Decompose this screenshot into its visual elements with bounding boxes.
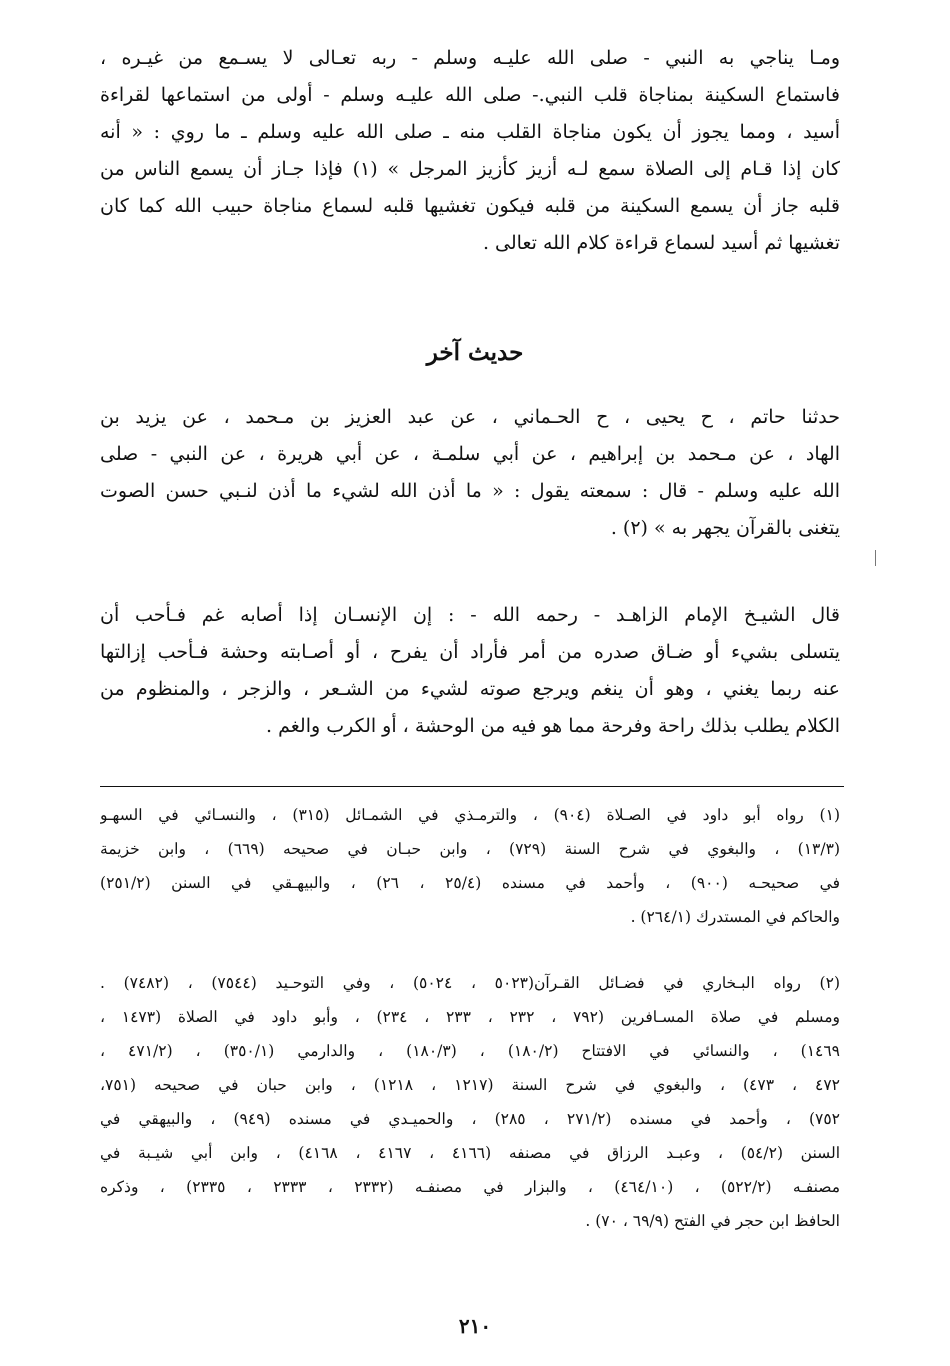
text-line: الكلام يطلب بذلك راحة وفرحة مما هو فيه من الوحشة ، أو الكرب والغم . — [266, 715, 840, 737]
footnote-line: الحافظ ابن حجر في الفتح (٦٩/٩ ، ٧٠) . — [585, 1212, 840, 1230]
footnote-line: (١٣/٣) ، والبغوي في شرح السنة (٧٢٩) ، وابن حبـان في صحيحه (٦٦٩) ، وابن خزيمة — [100, 840, 840, 858]
text-line: الهاد ، عن مـحمد بن إبراهيم ، عن أبي سلمـة ، عن أبي هريرة ، عن النبي - صلى — [100, 443, 840, 465]
text-line: أسيد ، ومما يجوز أن يكون مناجاة القلب منه ـ صلى الله عليه وسلم ـ ما روي : « أنه — [100, 121, 840, 143]
paragraph-2 — [100, 399, 840, 547]
text-line: عنه ربما يغني ، وهو أن ينغم ويرجع صوته لشيء من الشـعر ، والزجر ، والمنظوم من — [100, 678, 840, 700]
footnote-line: السنن (٥٤/٢) ، وعبـد الرزاق في مصنفه (٤١٦٦ ، ٤١٦٧ ، ٤١٦٨) ، وابن أبي شيـبة في — [100, 1144, 840, 1162]
text-line: قلبه جاز أن يسمع السكينة من قلبه فيكون تغشيها قلبه لسماع مناجاة حبيب الله كما كان — [100, 195, 840, 217]
paragraph-3 — [100, 597, 840, 745]
text-line: يتغنى بالقرآن يجهر به » (٢) . — [610, 517, 840, 539]
text-line: تغشيها ثم أسيد لسماع قراءة كلام الله تعالى . — [482, 232, 840, 254]
footnote-2 — [100, 966, 840, 1238]
paragraph-1 — [100, 40, 840, 262]
footnote-line: ١٤٦٩) ، والنسائي في الافتتاح (١٨٠/٢) ، (١٨٠/٣) ، والدارمي (٣٥٠/١) ، (٤٧١/٢ ، — [100, 1042, 840, 1060]
text-line: قال الشيـخ الإمام الزاهـد - رحمه الله - : إن الإنسـان إذا أصابه غم فـأحب أن — [100, 604, 840, 626]
margin-mark — [875, 550, 876, 566]
text-line: كان إذا قـام إلى الصلاة سمع لـه أزيز كأزيز المرجل » (١) فإذا جـاز أن يسمع الناس من — [100, 158, 840, 180]
section-heading: حديث آخر — [426, 339, 524, 366]
footnote-line: (٢) رواه البـخاري في فضـائل القـرآن(٥٠٢٣ ، ٥٠٢٤) ، وفي التوحـيد (٧٥٤٤) ، (٧٤٨٢) . — [100, 974, 840, 992]
footnote-line: ٧٥٢) ، وأحمد في مسنده (٢٧١/٢ ، ٢٨٥) ، والحميـدي في مسنده (٩٤٩) ، والبيهقي في — [100, 1110, 840, 1128]
text-line: يتسلى بشيء أو ضـاق صدره من أمر فأراد أن يفرح ، أو أصـابته وحشة فـأحب إزالتها — [100, 641, 840, 663]
footnote-divider — [100, 786, 844, 787]
footnote-1 — [100, 798, 840, 934]
footnote-line: مصنفـه (٥٢٢/٢) ، (٤٦٤/١٠) ، والبزار في مصنفـه (٢٣٣٢ ، ٢٣٣٣ ، ٢٣٣٥) ، وذكره — [100, 1178, 840, 1196]
text-line: ومـا يناجي به النبي - صلى الله عليـه وسلم - ربه تعـالى لا يسـمع من غيـره ، — [100, 47, 840, 69]
footnote-line: والحاكم في المستدرك (٢٦٤/١) . — [630, 908, 840, 926]
footnote-line: ومسلم في صلاة المسـافرين (٧٩٢ ، ٢٣٢ ، ٢٣٣ ، ٢٣٤) ، وأبو داود في الصلاة (١٤٧٣ ، — [100, 1008, 840, 1026]
text-line: حدثنا حاتم ، ح يحيى ، ح الحـماني ، عن عبد العزيز بن مـحمد ، عن يزيد بن — [100, 406, 840, 428]
text-line: فاستماع السكينة بمناجاة قلب النبي.- صلى الله عليـه وسلم - أولى من استماعها لقراءة — [100, 84, 840, 106]
footnote-line: (١) رواه أبو داود في الصـلاة (٩٠٤) ، والترمـذي في الشمـائل (٣١٥) ، والنسـائي في السهـو — [100, 806, 840, 824]
footnote-line: في صحيحـه (٩٠٠) ، وأحمد في مسنده (٢٥/٤ ، ٢٦) ، والبيهـقي في السنن (٢٥١/٢) — [100, 874, 840, 892]
text-line: الله عليه وسلم - قال : سمعته يقول : « ما أذن الله لشيء ما أذن لنـبي حسن الصوت — [100, 480, 840, 502]
footnote-line: ٤٧٢ ، ٤٧٣) ، والبغوي في شرح السنة (١٢١٧ ، ١٢١٨) ، وابن حبان في صحيحه (٧٥١، — [100, 1076, 840, 1094]
page-number: ٢١٠ — [458, 1314, 492, 1338]
